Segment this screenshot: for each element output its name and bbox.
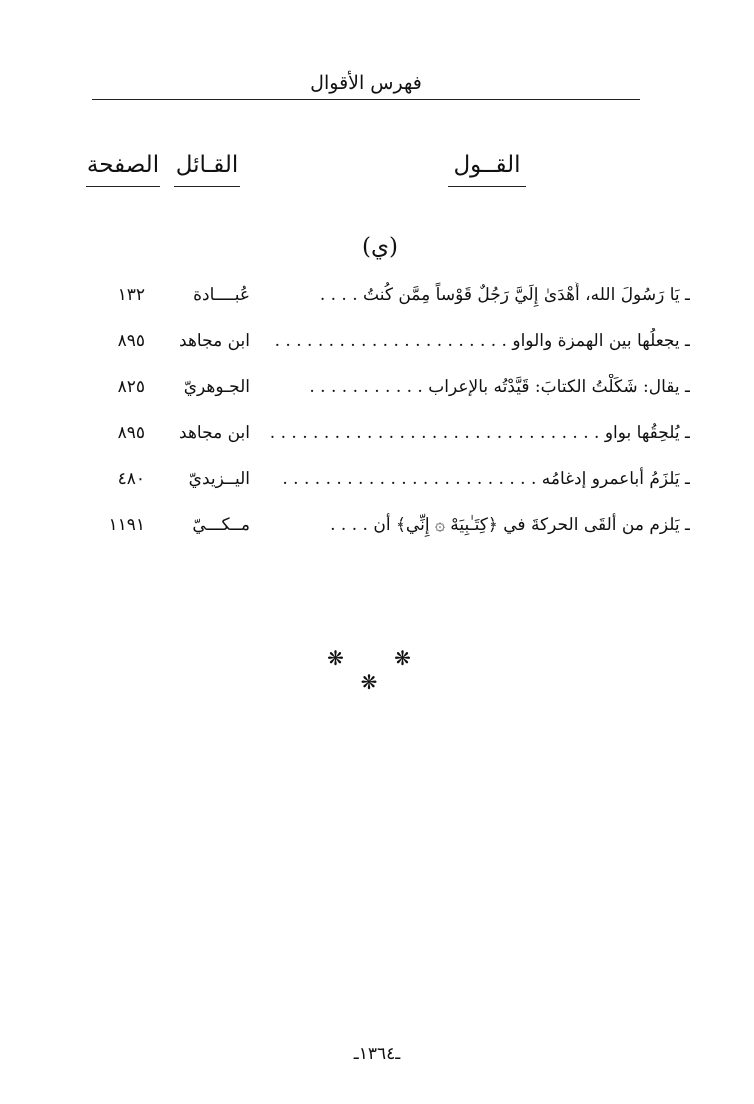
entry-page-number: ٨٢٥ bbox=[117, 377, 145, 397]
column-header-qail bbox=[174, 152, 240, 187]
running-head: فهرس الأقوال bbox=[310, 72, 422, 94]
index-row bbox=[86, 512, 690, 558]
entry-speaker: مــكـــيّ bbox=[192, 515, 250, 535]
section-letter: (ي) bbox=[362, 234, 398, 260]
entry-quote: ـ يَلزم من ألقَى الحركةَ في ﴿كِتَـٰبِيَهْ ۞ إِنِّي﴾ أن . . . . bbox=[330, 515, 690, 535]
entry-quote: ـ يقال: شَكَلْتُ الكتابَ: قَيَّدْتُه بالإعراب . . . . . . . . . . . bbox=[309, 377, 690, 397]
column-header-qawl bbox=[448, 152, 526, 187]
page-number-footer: ـ١٣٦٤ـ bbox=[353, 1044, 401, 1064]
entry-speaker: ابن مجاهد bbox=[179, 423, 250, 443]
column-header-qail-label: القـائل bbox=[175, 152, 239, 178]
entry-speaker: ابن مجاهد bbox=[179, 331, 250, 351]
entry-speaker: الجـوهريّ bbox=[183, 377, 250, 397]
index-row bbox=[86, 466, 690, 512]
entry-page-number: ٤٨٠ bbox=[117, 469, 145, 489]
index-row bbox=[86, 374, 690, 420]
column-header-qawl-label: القــول bbox=[453, 152, 521, 178]
entry-page-number: ٨٩٥ bbox=[117, 331, 145, 351]
entry-page-number: ١٣٢ bbox=[117, 285, 145, 305]
index-entries bbox=[86, 282, 690, 558]
entry-quote: ـ يُلحِقُها بواو . . . . . . . . . . . . . . . . . . . . . . . . . . . . . . . bbox=[270, 423, 690, 443]
entry-page-number: ٨٩٥ bbox=[117, 423, 145, 443]
entry-speaker: اليــزيديّ bbox=[188, 469, 250, 489]
entry-page-number: ١١٩١ bbox=[108, 515, 145, 535]
column-header-qawl-underline bbox=[448, 186, 526, 187]
index-row bbox=[86, 328, 690, 374]
entry-speaker: عُبــــادة bbox=[193, 285, 250, 305]
header-rule bbox=[92, 99, 640, 100]
entry-quote: ـ يجعلُها بين الهمزة والواو . . . . . . . . . . . . . . . . . . . . . . bbox=[274, 331, 690, 351]
index-row bbox=[86, 420, 690, 466]
entry-quote: ـ يَلزَمُ أباعمرو إدغامُه . . . . . . . . . . . . . . . . . . . . . . . . bbox=[282, 469, 690, 489]
column-header-page-label: الصفحة bbox=[86, 152, 160, 178]
index-row bbox=[86, 282, 690, 328]
column-header-qail-underline bbox=[174, 186, 240, 187]
section-end-ornament: ❋ ❋ ❋ bbox=[327, 646, 433, 694]
column-header-page bbox=[86, 152, 160, 187]
entry-quote: ـ يَا رَسُولَ الله، أَهْدَىٰ إِلَيَّ رَجُلٌ قَوْساً مِمَّن كُنتُ . . . . bbox=[319, 285, 690, 305]
column-header-page-underline bbox=[86, 186, 160, 187]
